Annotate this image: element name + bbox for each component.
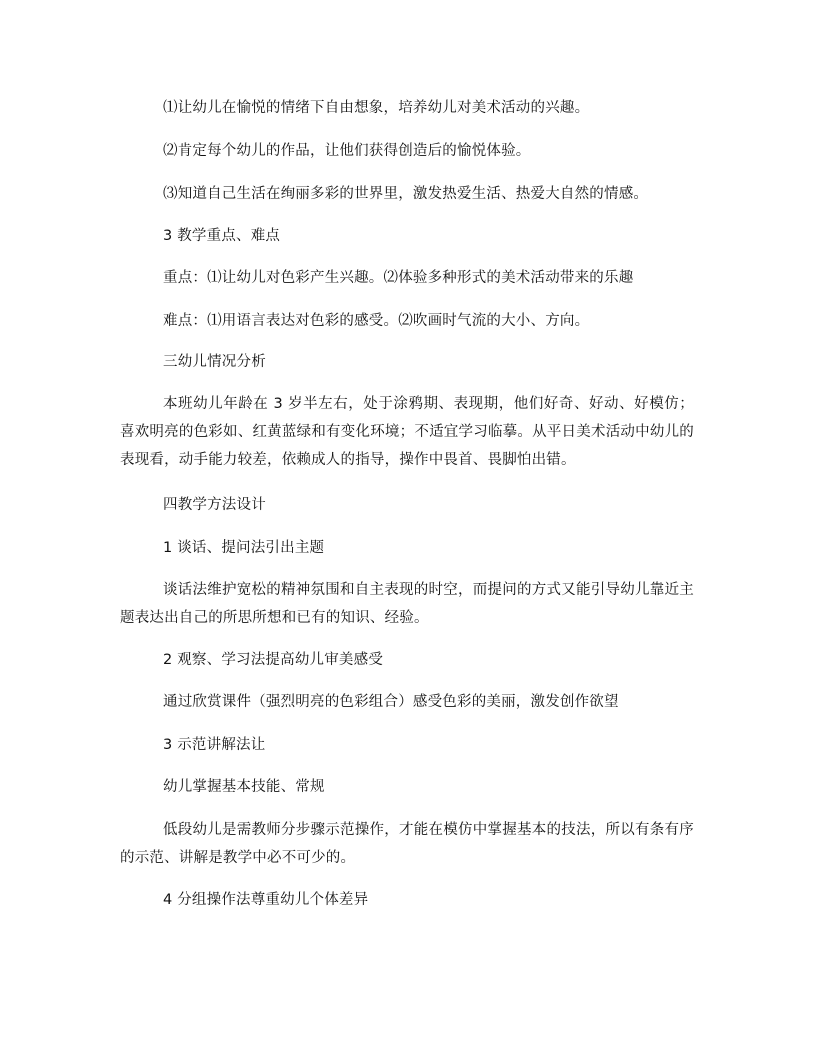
method-3-paragraph: 低段幼儿是需教师分步骤示范操作，才能在模仿中掌握基本的技法，所以有条有序的示范、讲解是教学中必不可少的。 [120, 822, 694, 866]
method-1-paragraph: 谈话法维护宽松的精神氛围和自主表现的时空，而提问的方式又能引导幼儿靠近主题表达出自己的所思所想和已有的知识、经验。 [120, 582, 694, 626]
key-points-text: 重点：⑴让幼儿对色彩产生兴趣。⑵体验多种形式的美术活动带来的乐趣 [163, 270, 634, 286]
method-heading-4: 4 分组操作法尊重幼儿个体差异 [163, 892, 369, 908]
method-3-text: 幼儿掌握基本技能、常规 [163, 779, 325, 795]
method-2-text: 通过欣赏课件（强烈明亮的色彩组合）感受色彩的美丽，激发创作欲望 [163, 694, 619, 710]
goal-item-3: ⑶知道自己生活在绚丽多彩的世界里，激发热爱生活、热爱大自然的情感。 [163, 186, 649, 202]
child-analysis-paragraph: 本班幼儿年龄在 3 岁半左右，处于涂鸦期、表现期，他们好奇、好动、好模仿；喜欢明亮的色彩如、红黄蓝绿和有变化环境；不适宜学习临摹。从平日美术活动中幼儿的表现看，动手能力较差，依赖成人的指导，操作中畏首、畏脚怕出错。 [120, 396, 694, 468]
difficulties-text: 难点：⑴用语言表达对色彩的感受。⑵吹画时气流的大小、方向。 [163, 313, 590, 329]
goal-item-1: ⑴让幼儿在愉悦的情绪下自由想象，培养幼儿对美术活动的兴趣。 [163, 100, 590, 116]
method-heading-3: 3 示范讲解法让 [163, 737, 266, 753]
method-heading-1: 1 谈话、提问法引出主题 [163, 540, 325, 556]
section-heading-key-points: 3 教学重点、难点 [163, 228, 281, 244]
method-heading-2: 2 观察、学习法提高幼儿审美感受 [163, 652, 384, 668]
goal-item-2: ⑵肯定每个幼儿的作品，让他们获得创造后的愉悦体验。 [163, 143, 531, 159]
section-heading-teaching-methods: 四教学方法设计 [163, 497, 266, 513]
section-heading-child-analysis: 三幼儿情况分析 [163, 354, 266, 370]
